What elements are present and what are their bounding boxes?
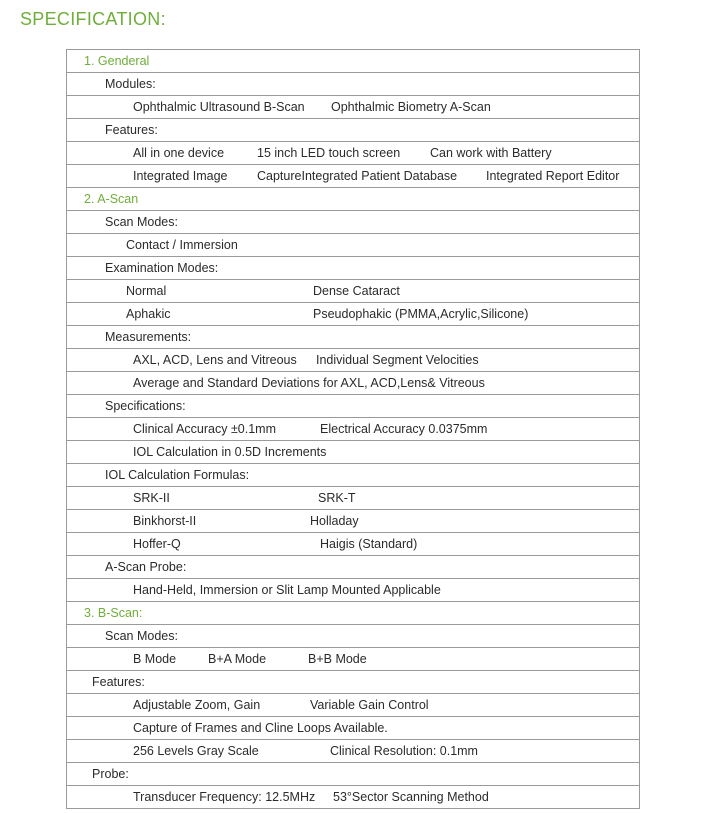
spec-value: Contact / Immersion [126,238,238,252]
item-row [67,142,639,165]
row-label: Scan Modes: [105,215,178,229]
label-row [67,625,639,648]
spec-value: Hand-Held, Immersion or Slit Lamp Mounted Applicable [133,583,441,597]
spec-value: Average and Standard Deviations for AXL, ACD,Lens& Vitreous [133,376,485,390]
spec-value: Electrical Accuracy 0.0375mm [320,422,488,436]
spec-value: Binkhorst-II [133,514,197,528]
spec-value: All in one device [133,146,225,160]
spec-value: Capture of Frames and Cline Loops Available. [133,721,388,735]
row-label: Modules: [105,77,156,91]
row-label: IOL Calculation Formulas: [105,468,250,482]
spec-value: Integrated Image [133,169,228,183]
item-row [67,648,639,671]
item-row [67,234,639,257]
label-row [67,556,639,579]
spec-value: CaptureIntegrated Patient Database [257,169,458,183]
spec-value: Variable Gain Control [310,698,429,712]
spec-value: Integrated Report Editor [486,169,620,183]
spec-value: Aphakic [126,307,171,321]
spec-value: Hoffer-Q [133,537,181,551]
section-title: 2. A-Scan [84,192,139,206]
label-row [67,211,639,234]
spec-value: IOL Calculation in 0.5D Increments [133,445,327,459]
label-row [67,119,639,142]
item-row [67,487,639,510]
item-row [67,441,639,464]
spec-value: Holladay [310,514,359,528]
section-title: 3. B-Scan: [84,606,143,620]
spec-value: Normal [126,284,167,298]
section-title: 1. Genderal [84,54,150,68]
item-row [67,717,639,740]
spec-value: 53°Sector Scanning Method [333,790,489,804]
row-label: Examination Modes: [105,261,219,275]
spec-value: Ophthalmic Ultrasound B-Scan [133,100,305,114]
label-row [67,671,639,694]
spec-value: Pseudophakic (PMMA,Acrylic,Silicone) [313,307,529,321]
item-row [67,533,639,556]
label-row [67,763,639,786]
item-row [67,280,639,303]
spec-value: Can work with Battery [430,146,552,160]
page-title: SPECIFICATION: [20,9,166,29]
item-row [67,349,639,372]
spec-value: Clinical Accuracy ±0.1mm [133,422,277,436]
spec-value: Dense Cataract [313,284,400,298]
spec-value: 15 inch LED touch screen [257,146,401,160]
item-row [67,510,639,533]
item-row [67,418,639,441]
spec-value: SRK-T [318,491,356,505]
spec-value: Adjustable Zoom, Gain [133,698,261,712]
item-row [67,740,639,763]
row-label: Scan Modes: [105,629,178,643]
section-row [67,602,639,625]
spec-value: B+B Mode [308,652,367,666]
spec-value: Haigis (Standard) [320,537,418,551]
spec-value: Ophthalmic Biometry A-Scan [331,100,491,114]
spec-value: B+A Mode [208,652,267,666]
section-row [67,188,639,211]
label-row [67,257,639,280]
row-label: A-Scan Probe: [105,560,187,574]
row-label: Measurements: [105,330,192,344]
spec-value: Clinical Resolution: 0.1mm [330,744,478,758]
spec-value: Transducer Frequency: 12.5MHz [133,790,316,804]
row-label: Features: [105,123,158,137]
item-row [67,303,639,326]
item-row [67,165,639,188]
row-label: Probe: [92,767,129,781]
label-row [67,326,639,349]
item-row [67,579,639,602]
row-label: Specifications: [105,399,186,413]
label-row [67,464,639,487]
label-row [67,73,639,96]
spec-value: 256 Levels Gray Scale [133,744,259,758]
row-label: Features: [92,675,145,689]
spec-value: AXL, ACD, Lens and Vitreous [133,353,297,367]
item-row [67,372,639,395]
section-row [67,50,639,73]
spec-value: SRK-II [133,491,170,505]
item-row [67,786,639,808]
label-row [67,395,639,418]
item-row [67,96,639,119]
specification-table [66,49,640,809]
item-row [67,694,639,717]
spec-value: Individual Segment Velocities [316,353,479,367]
spec-value: B Mode [133,652,177,666]
